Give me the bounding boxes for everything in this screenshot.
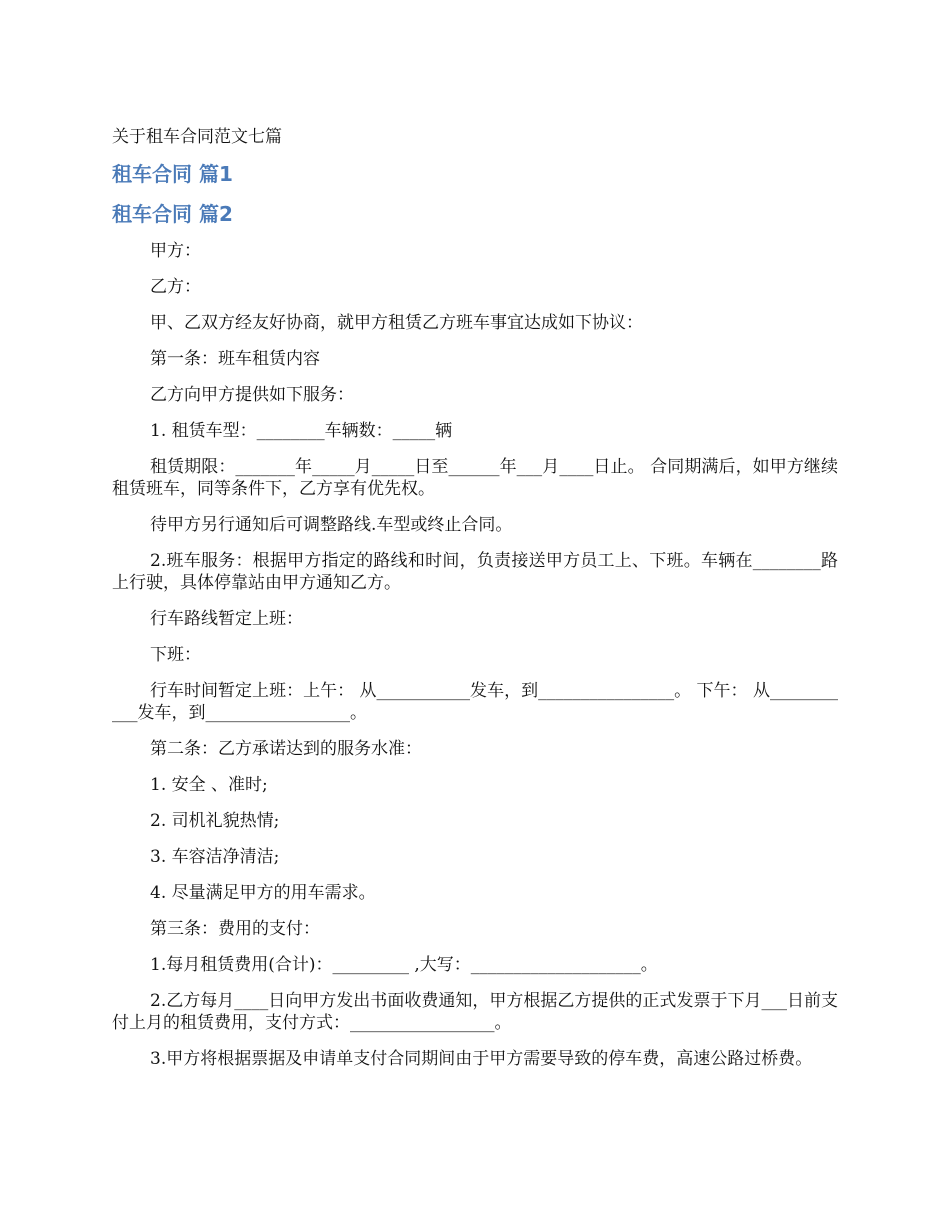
- paragraph-payment-1: 1.每月租赁费用(合计)：_________ ,大写：____________________。: [150, 955, 658, 975]
- contract-body: [112, 240, 838, 1070]
- paragraph-route-evening: 下班：: [150, 645, 201, 665]
- section-heading-2: 租车合同 篇2: [112, 202, 233, 226]
- paragraph-article-1: 第一条：班车租赁内容: [150, 349, 320, 369]
- paragraph-party-b: 乙方：: [150, 277, 201, 297]
- paragraph-standard-3: 3. 车容洁净清洁;: [150, 847, 280, 867]
- paragraph-article-3: 第三条：费用的支付：: [150, 919, 320, 939]
- paragraph-payment-2: 2.乙方每月____日向甲方发出书面收费通知，甲方根据乙方提供的正式发票于下月___日前支付上月的租赁费用，支付方式：_________________。: [112, 991, 838, 1033]
- paragraph-shuttle-service: 2.班车服务：根据甲方指定的路线和时间，负责接送甲方员工上、下班。车辆在________路上行驶，具体停靠站由甲方通知乙方。: [112, 551, 838, 593]
- paragraph-lease-term: 租赁期限：_______年_____月_____日至______年___月____日止。 合同期满后，如甲方继续租赁班车，同等条件下，乙方享有优先权。: [112, 457, 838, 499]
- paragraph-standard-4: 4. 尽量满足甲方的用车需求。: [150, 883, 376, 903]
- paragraph-services-intro: 乙方向甲方提供如下服务：: [150, 385, 354, 405]
- paragraph-preamble: 甲、乙双方经友好协商，就甲方租赁乙方班车事宜达成如下协议：: [150, 313, 643, 333]
- paragraph-payment-3: 3.甲方将根据票据及申请单支付合同期间由于甲方需要导致的停车费，高速公路过桥费。: [150, 1049, 813, 1069]
- paragraph-party-a: 甲方：: [150, 241, 201, 261]
- document-title: 关于租车合同范文七篇: [112, 127, 282, 147]
- paragraph-schedule: 行车时间暂定上班：上午： 从___________发车，到________________。 下午： 从___________发车，到_________________。: [112, 681, 838, 723]
- section-heading-1: 租车合同 篇1: [112, 162, 233, 186]
- paragraph-standard-1: 1. 安全 、准时;: [150, 775, 268, 795]
- paragraph-article-2: 第二条：乙方承诺达到的服务水准：: [150, 739, 422, 759]
- paragraph-route-morning: 行车路线暂定上班：: [150, 609, 303, 629]
- paragraph-route-adjust: 待甲方另行通知后可调整路线.车型或终止合同。: [150, 515, 513, 535]
- paragraph-vehicle-type: 1. 租赁车型：________车辆数：_____辆: [150, 421, 453, 441]
- paragraph-standard-2: 2. 司机礼貌热情;: [150, 811, 280, 831]
